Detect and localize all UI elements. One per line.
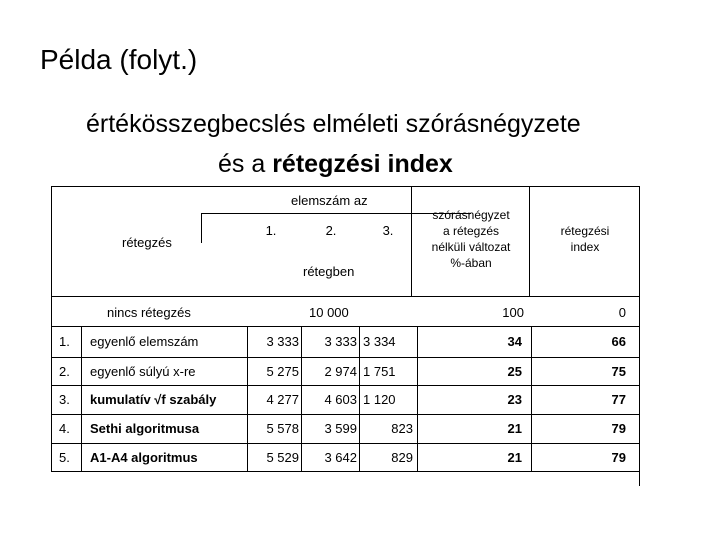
vline-c3 [359,326,360,472]
hline-row1 [51,357,640,358]
header-col3: 3. [382,223,394,238]
vline-c1 [247,326,248,472]
header-index-l1: rétegzési [560,224,610,238]
header-retegzes: rétegzés [122,235,172,250]
slide-subtitle-line2 [218,150,453,179]
row-1-c2: 3 333 [324,334,357,349]
subtitle-prefix: és a [218,150,273,178]
row-1-c3: 3 334 [363,334,396,349]
row-3-idx: 77 [611,392,626,407]
header-variance-l4: %-ában [450,256,492,270]
hline-row2 [51,385,640,386]
header-elemszam-az: elemszám az [291,193,368,208]
header-variance-l1: szórásnégyzet [432,208,510,222]
row-3-c1: 4 277 [266,392,299,407]
table-left-border [51,186,52,472]
vline-index-left [529,186,530,296]
row-4-c2: 3 599 [324,421,357,436]
row-4-c3: 823 [391,421,413,436]
row-4-idx: 79 [611,421,626,436]
nostrat-index: 0 [618,305,626,320]
table-bottom-border [51,471,640,472]
row-5-c1: 5 529 [266,450,299,465]
row-1-num: 1. [59,334,70,349]
strata-table [51,186,640,472]
header-retegben: rétegben [303,264,355,279]
row-3-method: kumulatív √f szabály [90,392,217,407]
vline-idx [531,326,532,472]
row-1-idx: 66 [611,334,626,349]
hline-row3 [51,414,640,415]
row-2-c1: 5 275 [266,364,299,379]
slide-title: Példa (folyt.) [40,44,198,75]
row-1-var: 34 [507,334,522,349]
row-2-idx: 75 [611,364,626,379]
row-5-num: 5. [59,450,70,465]
row-5-c2: 3 642 [324,450,357,465]
row-4-num: 4. [59,421,70,436]
nostrat-n: 10 000 [309,305,349,320]
row-5-method: A1-A4 algoritmus [90,450,198,465]
row-3-num: 3. [59,392,70,407]
row-2-c2: 2 974 [324,364,357,379]
hline-row4 [51,443,640,444]
row-2-c3: 1 751 [363,364,396,379]
row-1-c1: 3 333 [266,334,299,349]
nostrat-variance: 100 [502,305,524,320]
table-right-border [639,186,640,486]
vline-num [81,326,82,472]
nostrat-label: nincs rétegzés [107,305,191,320]
row-2-var: 25 [507,364,522,379]
vline-elemszam-left [201,213,202,243]
row-2-num: 2. [59,364,70,379]
row-2-method: egyenlő súlyú x-re [90,364,196,379]
row-5-c3: 829 [391,450,413,465]
table-top-border [51,186,640,187]
row-5-var: 21 [507,450,522,465]
vline-variance-left [411,186,412,296]
nostrat-bottom-border [51,326,640,327]
row-4-c1: 5 578 [266,421,299,436]
vline-var [417,326,418,472]
row-1-method: egyenlő elemszám [90,334,199,349]
row-5-idx: 79 [611,450,626,465]
header-col1: 1. [265,223,277,238]
header-variance-l3: nélküli változat [431,240,511,254]
vline-c2 [301,326,302,472]
header-variance-l2: a rétegzés [442,224,500,238]
row-3-var: 23 [507,392,522,407]
slide-subtitle-line1: értékösszegbecslés elméleti szórásnégyzete [86,110,581,138]
row-4-var: 21 [507,421,522,436]
subtitle-bold: rétegzési index [272,150,453,178]
row-3-c3: 1 120 [363,392,396,407]
row-4-method: Sethi algoritmusa [90,421,200,436]
header-index-l2: index [570,240,600,254]
header-col2: 2. [325,223,337,238]
row-3-c2: 4 603 [324,392,357,407]
header-bottom-border [51,296,640,297]
